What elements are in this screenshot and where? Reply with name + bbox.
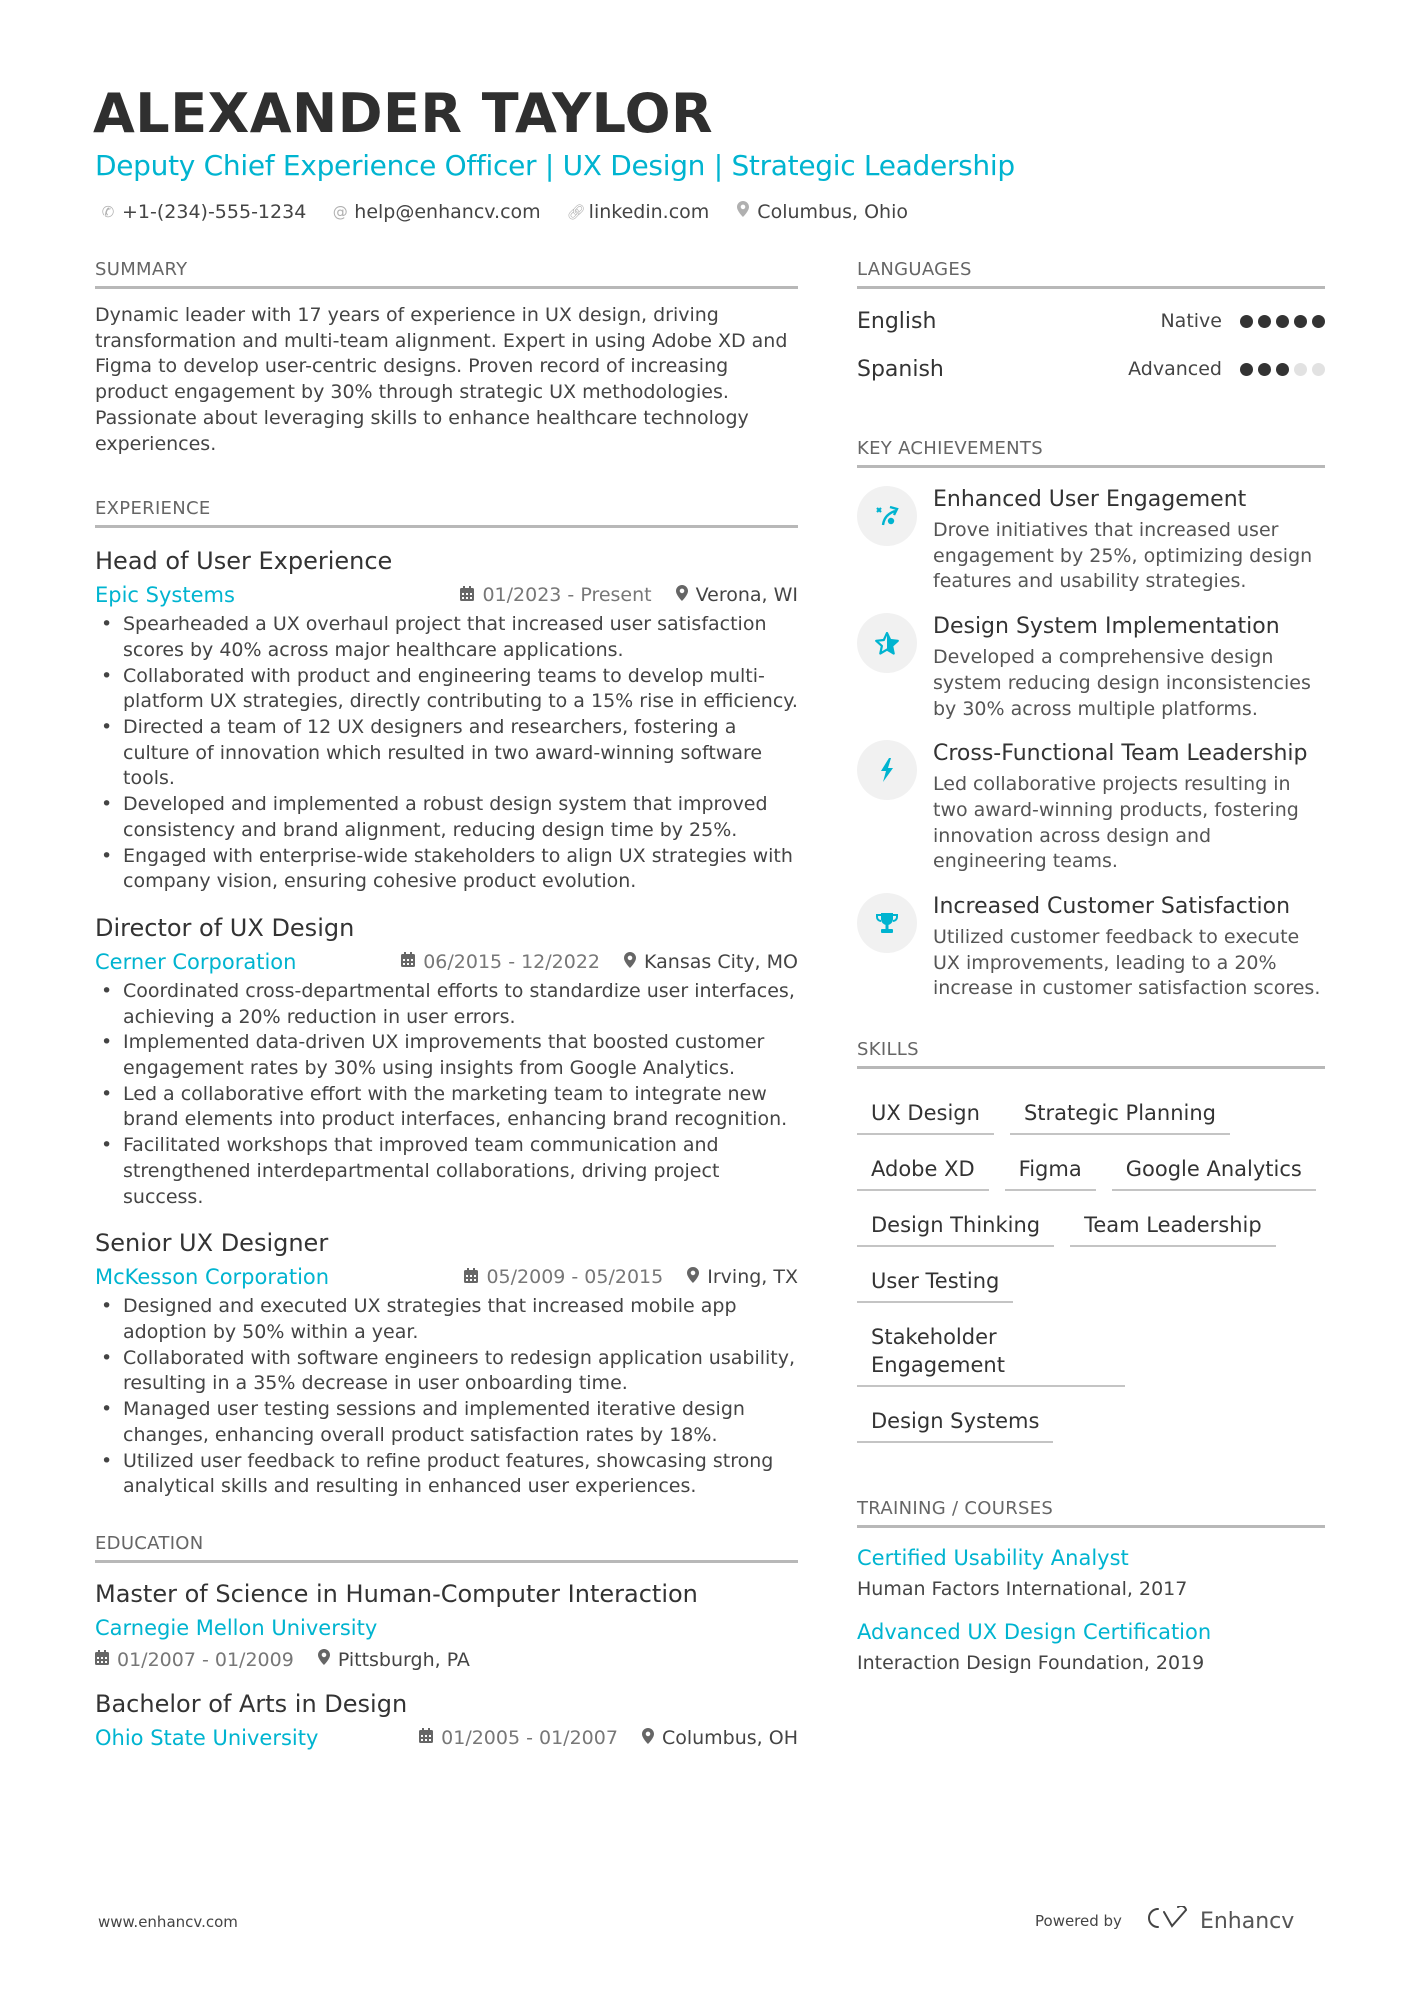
bullet-item: • Spearheaded a UX overhaul project that increased user satisfaction scores by 40% across major healthcare applications. <box>95 612 798 663</box>
education-section <box>95 1532 798 1753</box>
education-entry <box>95 1579 798 1673</box>
bullet-item: • Led a collaborative effort with the marketing team to integrate new brand elements into product interfaces, enhancing brand recognition. <box>95 1082 798 1133</box>
skill-tag: Adobe XD <box>857 1147 989 1191</box>
language-level: Native <box>1160 310 1222 332</box>
skill-tag: User Testing <box>857 1259 1013 1303</box>
experience-section <box>95 497 798 1500</box>
dot-filled <box>1258 315 1271 328</box>
education-dates: 01/2007 - 01/2009 <box>117 1648 294 1671</box>
job-location: Kansas City, MO <box>644 950 798 973</box>
star-icon <box>857 613 917 673</box>
education-entry <box>95 1689 798 1753</box>
course-name: Advanced UX Design Certification <box>857 1620 1212 1645</box>
contact-location <box>735 200 908 224</box>
job-dates: 05/2009 - 05/2015 <box>486 1266 664 1289</box>
job-entry <box>95 546 798 895</box>
skill-tag: Team Leadership <box>1070 1203 1276 1247</box>
skill-tag: Design Systems <box>857 1399 1053 1443</box>
dot-filled <box>1240 363 1253 376</box>
achievements-section <box>857 437 1325 1002</box>
link-icon: 🔗︎ <box>566 203 586 221</box>
section-divider <box>857 1066 1325 1069</box>
achievement-title: Increased Customer Satisfaction <box>933 894 1291 920</box>
headline: Deputy Chief Experience Officer | UX Design | Strategic Leadership <box>95 149 1015 182</box>
job-meta <box>95 947 798 977</box>
skill-tag: UX Design <box>857 1091 994 1135</box>
brand-name: Enhancv <box>1199 1908 1295 1934</box>
company-name: Epic Systems <box>95 583 235 608</box>
achievement-item <box>857 613 1325 722</box>
job-title: Director of UX Design <box>95 913 355 942</box>
bullet-item: • Utilized user feedback to refine product features, showcasing strong analytical skills and resulting in enhanced user experiences. <box>95 1449 798 1500</box>
bullet-item: • Developed and implemented a robust design system that improved consistency and brand alignment, reducing design time by 25%. <box>95 792 798 843</box>
school-name: Carnegie Mellon University <box>95 1615 378 1640</box>
section-title: SUMMARY <box>95 259 188 280</box>
achievement-item <box>857 740 1325 875</box>
bullet-item: • Implemented data-driven UX improvements that boosted customer engagement rates by 30% using insights from Google Analytics. <box>95 1030 798 1081</box>
section-title: TRAINING / COURSES <box>857 1498 1054 1520</box>
course-org: Interaction Design Foundation, 2019 <box>857 1652 1205 1675</box>
powered-by-label: Powered by <box>1035 1912 1122 1930</box>
calendar-icon <box>419 1728 433 1747</box>
course-name: Certified Usability Analyst <box>857 1546 1129 1571</box>
section-divider <box>857 465 1325 468</box>
bullet-item: • Directed a team of 12 UX designers and researchers, fostering a culture of innovation which resulted in two award-winning software tools. <box>95 715 798 792</box>
enhancv-logo-icon <box>1144 1906 1190 1936</box>
degree: Master of Science in Human-Computer Interaction <box>95 1579 698 1608</box>
language-item <box>857 297 1325 345</box>
section-title: KEY ACHIEVEMENTS <box>857 438 1043 459</box>
location-pin-icon <box>624 952 636 972</box>
achievement-title: Design System Implementation <box>933 614 1280 640</box>
linkedin-text[interactable]: linkedin.com <box>588 201 710 223</box>
education-location: Columbus, OH <box>661 1726 798 1749</box>
dot-empty <box>1294 363 1307 376</box>
job-title: Head of User Experience <box>95 547 393 576</box>
job-meta <box>95 580 798 610</box>
location-pin-icon <box>735 200 751 224</box>
language-level: Advanced <box>1128 358 1222 380</box>
location-pin-icon <box>642 1728 654 1748</box>
achievement-title: Cross-Functional Team Leadership <box>933 741 1308 767</box>
contact-bar <box>100 200 908 224</box>
company-name: Cerner Corporation <box>95 949 297 974</box>
bullet-item: • Collaborated with software engineers to redesign application usability, resulting in a 35% decrease in user onboarding time. <box>95 1346 798 1397</box>
training-section <box>857 1497 1325 1676</box>
section-title: EDUCATION <box>95 1532 204 1554</box>
trophy-icon <box>857 893 917 953</box>
language-name: English <box>857 308 937 334</box>
skill-tag: Figma <box>1005 1147 1096 1191</box>
calendar-icon <box>464 1268 478 1287</box>
job-title: Senior UX Designer <box>95 1229 329 1258</box>
skill-tag: Strategic Planning <box>1010 1091 1230 1135</box>
bullet-item: • Designed and executed UX strategies that increased mobile app adoption by 50% within a year. <box>95 1294 798 1345</box>
skill-tag: Design Thinking <box>857 1203 1054 1247</box>
summary-section <box>95 258 798 457</box>
bullet-item: • Coordinated cross-departmental efforts to standardize user interfaces, achieving a 20% reduction in user errors. <box>95 979 798 1030</box>
lightning-bolt-icon <box>857 740 917 800</box>
skills-section <box>857 1038 1325 1443</box>
strategy-arrow-icon <box>857 486 917 546</box>
contact-phone <box>100 200 306 224</box>
languages-section <box>857 258 1325 393</box>
company-name: McKesson Corporation <box>95 1265 330 1290</box>
job-dates: 01/2023 - Present <box>482 584 652 607</box>
job-location: Verona, WI <box>695 584 798 607</box>
phone-text: +1-(234)-555-1234 <box>122 201 307 223</box>
language-name: Spanish <box>857 356 944 382</box>
course-item <box>857 1618 1325 1676</box>
job-bullets <box>95 612 798 895</box>
job-bullets <box>95 979 798 1210</box>
contact-email[interactable] <box>332 200 540 224</box>
section-title: LANGUAGES <box>857 259 972 280</box>
job-entry <box>95 913 798 1210</box>
achievement-item <box>857 486 1325 595</box>
section-divider <box>95 286 798 289</box>
skill-tag: Stakeholder Engagement <box>857 1315 1125 1387</box>
skills-list <box>857 1079 1325 1443</box>
job-bullets <box>95 1294 798 1500</box>
dot-filled <box>1276 363 1289 376</box>
dot-filled <box>1240 315 1253 328</box>
right-column <box>857 258 1325 1676</box>
achievement-desc: Led collaborative projects resulting in two award-winning products, fostering innovation across design and engineering teams. <box>933 773 1299 873</box>
course-item <box>857 1544 1325 1602</box>
candidate-name: ALEXANDER TAYLOR <box>93 82 714 145</box>
footer-website[interactable]: www.enhancv.com <box>98 1913 238 1931</box>
degree: Bachelor of Arts in Design <box>95 1689 408 1718</box>
job-dates: 06/2015 - 12/2022 <box>423 950 601 973</box>
section-title: EXPERIENCE <box>95 498 211 520</box>
brand-logo[interactable] <box>1144 1906 1294 1936</box>
dot-filled <box>1294 315 1307 328</box>
language-item <box>857 345 1325 393</box>
job-meta <box>95 1262 798 1292</box>
calendar-icon <box>95 1647 109 1673</box>
dot-filled <box>1258 363 1271 376</box>
achievement-title: Enhanced User Engagement <box>933 487 1247 512</box>
section-divider <box>95 525 798 528</box>
calendar-icon <box>460 586 474 605</box>
bullet-item: • Facilitated workshops that improved team communication and strengthened interdepartmental collaborations, driving project success. <box>95 1133 798 1210</box>
location-pin-icon <box>687 1267 699 1287</box>
footer-branding <box>1035 1906 1294 1936</box>
education-location: Pittsburgh, PA <box>337 1648 470 1671</box>
dot-filled <box>1312 315 1325 328</box>
at-icon: @ <box>332 203 348 221</box>
location-pin-icon <box>676 585 688 605</box>
section-divider <box>857 1525 1325 1528</box>
bullet-item: • Managed user testing sessions and implemented iterative design changes, enhancing overall product satisfaction rates by 18%. <box>95 1397 798 1448</box>
achievement-item <box>857 893 1325 1002</box>
school-name: Ohio State University <box>95 1725 319 1750</box>
bullet-item: • Collaborated with product and engineering teams to develop multi-platform UX strategies, directly contributing to a 15% rise in efficiency. <box>95 664 798 715</box>
location-pin-icon <box>318 1647 330 1673</box>
education-dates: 01/2005 - 01/2007 <box>441 1726 618 1749</box>
achievement-desc: Drove initiatives that increased user engagement by 25%, optimizing design features and usability strategies. <box>933 519 1313 593</box>
summary-text: Dynamic leader with 17 years of experience in UX design, driving transformation and multi-team alignment. Expert in using Adobe XD and Figma to develop user-centric designs. Proven record of increasing product engagement by 30% through strategic UX methodologies. Passionate about leveraging skills to enhance healthcare technology experiences. <box>95 304 788 455</box>
skill-tag: Google Analytics <box>1112 1147 1316 1191</box>
section-divider <box>857 286 1325 289</box>
section-title: SKILLS <box>857 1039 919 1061</box>
proficiency-dots <box>1240 363 1325 376</box>
bullet-item: • Engaged with enterprise-wide stakeholders to align UX strategies with company vision, ensuring cohesive product evolution. <box>95 844 798 895</box>
course-org: Human Factors International, 2017 <box>857 1578 1188 1601</box>
dot-empty <box>1312 363 1325 376</box>
job-entry <box>95 1228 798 1500</box>
section-divider <box>95 1560 798 1563</box>
phone-icon: ✆ <box>101 203 115 221</box>
calendar-icon <box>401 952 415 971</box>
achievement-desc: Developed a comprehensive design system reducing design inconsistencies by 30% across multiple platforms. <box>933 646 1311 720</box>
location-text: Columbus, Ohio <box>757 201 908 223</box>
contact-linkedin[interactable] <box>567 200 710 224</box>
left-column <box>95 258 798 1753</box>
proficiency-dots <box>1240 315 1325 328</box>
email-text[interactable]: help@enhancv.com <box>354 201 541 223</box>
achievement-desc: Utilized customer feedback to execute UX improvements, leading to a 20% increase in customer satisfaction scores. <box>933 926 1321 1000</box>
dot-filled <box>1276 315 1289 328</box>
job-location: Irving, TX <box>707 1266 798 1289</box>
